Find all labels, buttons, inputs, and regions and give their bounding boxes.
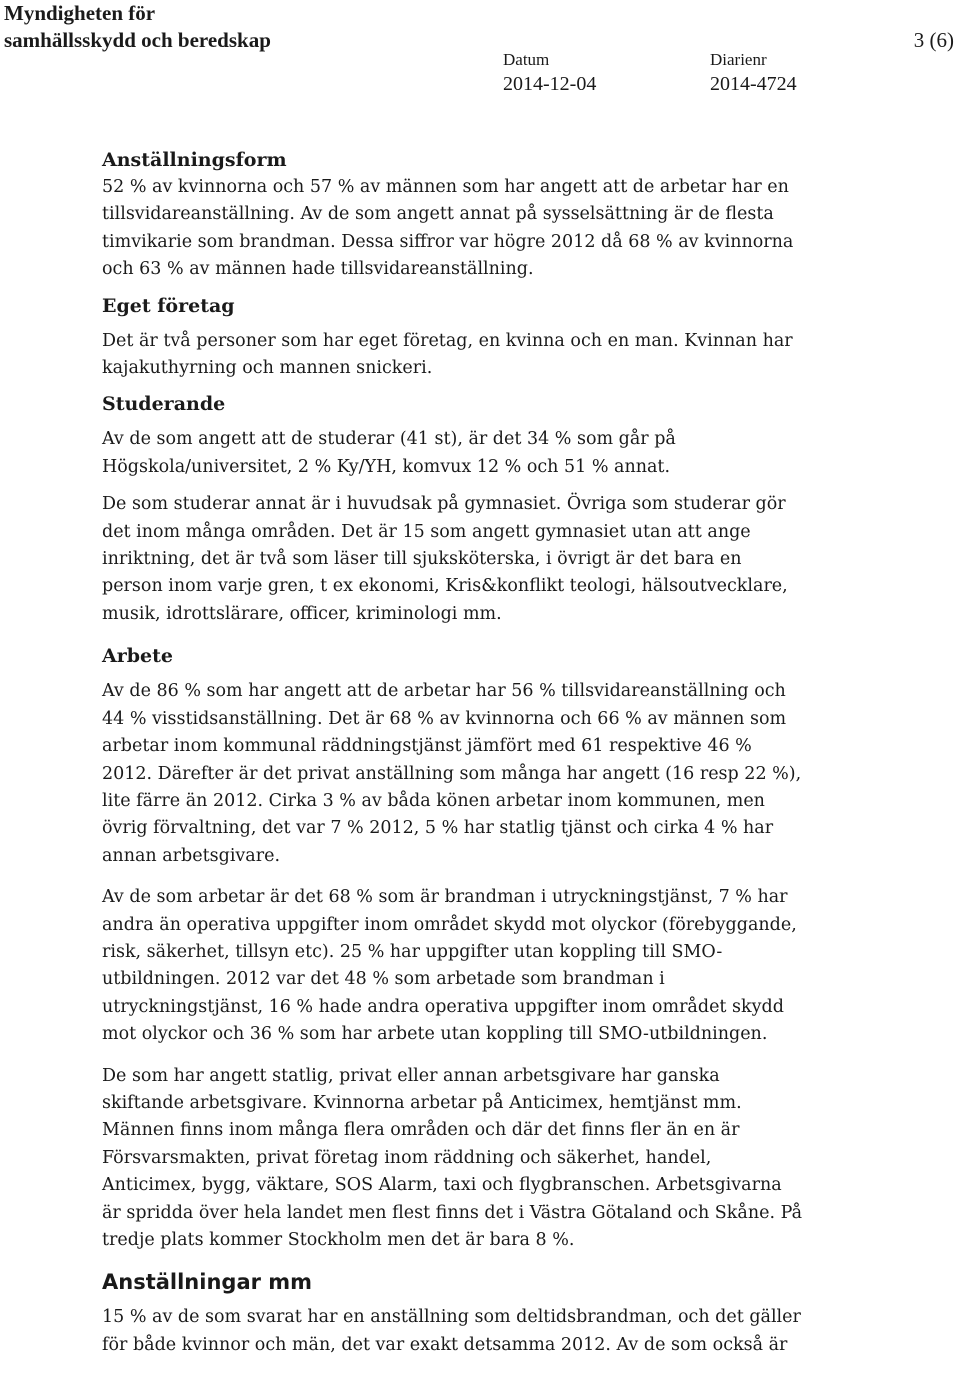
paragraph: De som studerar annat är i huvudsak på gymnasiet. Övriga som studerar gör det inom många områden. Det är 15 som angett gymnasiet utan att ange inriktning, det är två som läser till sjuksköterska, i övrigt är det bara en person inom varje gren, t ex ekonomi, Kris&konflikt teologi, hälsoutvecklare, musik, idrottslärare, officer, kriminologi mm. (102, 494, 788, 624)
paragraph: 52 % av kvinnorna och 57 % av männen som har angett att de arbetar har en tillsvidareanställning. Av de som angett annat på sysselsättning är de flesta timvikarie som brandman. Dessa siffror var högre 2012 då 68 % av kvinnorna och 63 % av männen hade tillsvidareanställning. (102, 177, 794, 280)
page-number: 3 (6) (913, 28, 954, 52)
organization-name-line1: Myndigheten för (4, 1, 156, 25)
heading-eget-foretag: Eget företag (102, 294, 235, 317)
registration-number-label: Diarienr (710, 50, 767, 69)
organization-name (4, 0, 271, 54)
paragraph: Av de som arbetar är det 68 % som är brandman i utryckningstjänst, 7 % har andra än operativa uppgifter inom området skydd mot olyckor (förebyggande, risk, säkerhet, tillsyn etc). 25 % har uppgifter utan koppling till SMO-utbildningen. 2012 var det 48 % som arbetade som brandman i utryckningstjänst, 16 % hade andra operativa uppgifter inom området skydd mot olyckor och 36 % som har arbete utan koppling till SMO-utbildningen. (102, 887, 797, 1045)
heading-studerande: Studerande (102, 393, 226, 416)
paragraph: De som har angett statlig, privat eller annan arbetsgivare har ganska skiftande arbetsgivare. Kvinnorna arbetar på Anticimex, hemtjänst mm. Männen finns inom många flera områden och där det finns fler än en är Försvarsmakten, privat företag inom räddning och säkerhet, handel, Anticimex, bygg, väktare, SOS Alarm, taxi och flygbranschen. Arbetsgivarna är spridda över hela landet men flest finns det i Västra Götaland och Skåne. På tredje plats kommer Stockholm men det är bara 8 %. (102, 1065, 803, 1250)
paragraph: Av de 86 % som har angett att de arbetar har 56 % tillsvidareanställning och 44 % visstidsanställning. Det är 68 % av kvinnorna och 66 % av männen som arbetar inom kommunal räddningstjänst jämfört med 61 respektive 46 % 2012. Därefter är det privat anställning som många har angett (16 resp 22 %), lite färre än 2012. Cirka 3 % av båda könen arbetar inom kommunen, men övrig förvaltning, det var 7 % 2012, 5 % har statlig tjänst och cirka 4 % har annan arbetsgivare. (102, 681, 802, 866)
heading-arbete: Arbete (102, 645, 173, 668)
paragraph: Det är två personer som har eget företag, en kvinna och en man. Kvinnan har kajakuthyrning och mannen snickeri. (102, 330, 793, 379)
registration-number-value: 2014-4724 (710, 73, 797, 95)
document-body (102, 146, 802, 1359)
heading-anstallningsform: Anställningsform (102, 149, 287, 171)
paragraph: Av de som angett att de studerar (41 st), är det 34 % som går på Högskola/universitet, 2 % Ky/YH, komvux 12 % och 51 % annat. (102, 429, 676, 477)
heading-anstallningar: Anställningar mm (102, 1270, 313, 1295)
date-value: 2014-12-04 (503, 73, 597, 95)
organization-name-line2: samhällsskydd och beredskap (4, 28, 271, 52)
date-label: Datum (503, 50, 550, 69)
paragraph: 15 % av de som svarat har en anställning som deltidsbrandman, och det gäller för både kvinnor och män, det var exakt detsamma 2012. Av de som också är (102, 1307, 801, 1355)
